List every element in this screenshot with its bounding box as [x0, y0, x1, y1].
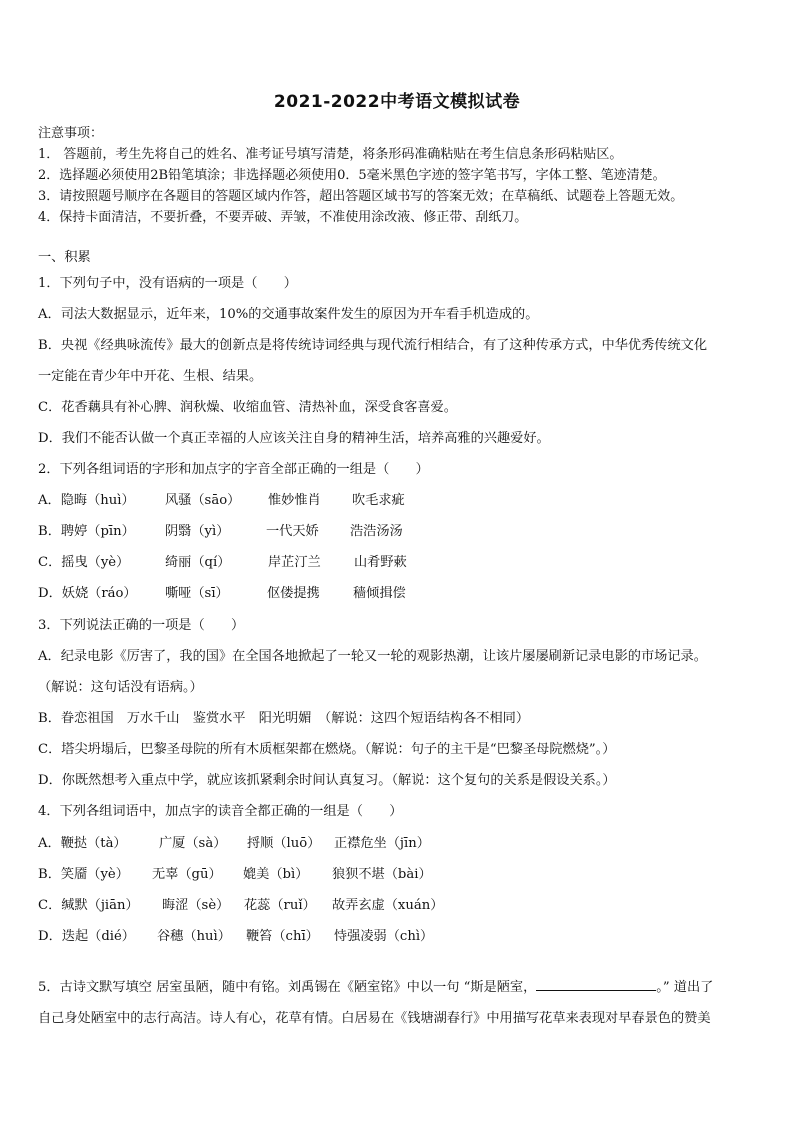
q2-option-a	[38, 489, 405, 508]
q2-c-word4: 山肴野蔌	[354, 555, 407, 570]
question-4-stem: 4．下列各组词语中，加点字的读音全都正确的一组是（ ）	[38, 804, 403, 819]
q1-option-b: B．央视《经典咏流传》最大的创新点是将传统诗词经典与现代流行相结合，有了这种传承方式，中华优秀传统文化	[38, 338, 708, 353]
q5-text-after-blank: 。” 道出了	[656, 980, 714, 995]
q4-d-word2: 谷穗（huì）	[157, 929, 231, 944]
notice-item: 4．保持卡面清洁，不要折叠，不要弄破、弄皱，不准使用涂改液、修正带、刮纸刀。	[38, 210, 528, 225]
q2-option-b	[38, 520, 403, 539]
q3-option-a: A．纪录电影《厉害了，我的国》在全国各地掀起了一轮又一轮的观影热潮，让该片屡屡刷新记录电影的市场记录。	[38, 649, 707, 664]
q2-a-word4: 吹毛求疵	[352, 493, 405, 508]
q4-c-word3: 花蕊（ruǐ）	[244, 898, 316, 913]
q3-option-d: D．你既然想考入重点中学，就应该抓紧剩余时间认真复习。（解说：这个复句的关系是假设关系。）	[38, 773, 616, 788]
q1-option-b-cont: 一定能在青少年中开花、生根、结果。	[38, 369, 263, 384]
q3-option-b: B．眷恋祖国 万水千山 鉴赏水平 阳光明媚 （解说：这四个短语结构各不相同）	[38, 711, 530, 726]
q2-b-word1: B．聘婷（pīn）	[38, 524, 135, 539]
question-1-stem: 1．下列句子中，没有语病的一项是（ ）	[38, 276, 297, 291]
q4-option-d	[38, 925, 433, 944]
q2-a-word2: 风骚（sāo）	[165, 493, 241, 508]
notice-item: 1． 答题前，考生先将自己的姓名、准考证号填写清楚，将条形码准确粘贴在考生信息条形码粘贴区。	[38, 147, 623, 162]
q4-b-word1: B．笑靥（yè）	[38, 867, 129, 882]
q2-option-d	[38, 582, 406, 601]
q3-option-c: C．塔尖坍塌后，巴黎圣母院的所有木质框架都在燃烧。（解说：句子的主干是“巴黎圣母院燃烧”。）	[38, 742, 616, 757]
q2-c-word3: 岸芷汀兰	[268, 555, 321, 570]
q2-d-word4: 穑倾揖偿	[353, 586, 406, 601]
notice-block	[38, 123, 683, 228]
q4-d-word4: 恃强凌弱（chì）	[334, 929, 434, 944]
q2-b-word3: 一代天娇	[266, 524, 319, 539]
notice-item: 3．请按照题号顺序在各题目的答题区域内作答，超出答题区域书写的答案无效；在草稿纸、试题卷上答题无效。	[38, 189, 684, 204]
q4-a-word3: 捋顺（luō）	[247, 836, 321, 851]
q4-b-word3: 媲美（bì）	[243, 867, 309, 882]
q2-d-word2: 嘶哑（sī）	[165, 586, 229, 601]
q4-d-word3: 鞭笞（chī）	[246, 929, 319, 944]
q4-option-c	[38, 894, 443, 913]
q5-text-before-blank: 5．古诗文默写填空 居室虽陋，随中有铭。刘禹锡在《陋室铭》中以一句 “斯是陋室，	[38, 980, 537, 995]
q2-b-word4: 浩浩汤汤	[350, 524, 403, 539]
q1-option-c: C．花香藕具有补心脾、润秋燥、收缩血管、清热补血，深受食客喜爱。	[38, 400, 457, 415]
question-5-line-1	[38, 976, 713, 995]
q2-c-word2: 绮丽（qí）	[165, 555, 231, 570]
question-3-stem: 3．下列说法正确的一项是（ ）	[38, 618, 245, 633]
q2-d-word1: D．妖娆（ráo）	[38, 586, 137, 601]
notice-item: 2．选择题必须使用2B铅笔填涂；非选择题必须使用0．5毫米黑色字迹的签字笔书写，字体工整、笔迹清楚。	[38, 168, 666, 183]
q3-option-a-note: （解说：这句话没有语病。）	[38, 680, 203, 695]
q4-c-word1: C．缄默（jiān）	[38, 898, 139, 913]
q5-answer-blank[interactable]	[536, 978, 656, 991]
question-2-stem: 2．下列各组词语的字形和加点字的字音全部正确的一组是（ ）	[38, 462, 429, 477]
q2-option-c	[38, 551, 407, 570]
q4-b-word4: 狼狈不堪（bài）	[332, 867, 432, 882]
q4-option-b	[38, 863, 432, 882]
q4-a-word2: 广厦（sà）	[159, 836, 227, 851]
section-heading: 一、积累	[38, 250, 91, 265]
exam-title: 2021-2022中考语文模拟试卷	[273, 92, 521, 112]
notice-heading: 注意事项：	[38, 126, 104, 141]
q1-option-d: D．我们不能否认做一个真正幸福的人应该关注自身的精神生活，培养高雅的兴趣爱好。	[38, 431, 550, 446]
q2-d-word3: 伛偻提携	[267, 586, 320, 601]
q4-d-word1: D．迭起（dié）	[38, 929, 135, 944]
q4-a-word4: 正襟危坐（jīn）	[334, 836, 430, 851]
q2-b-word2: 阴翳（yì）	[165, 524, 230, 539]
q2-a-word3: 惟妙惟肖	[268, 493, 321, 508]
q2-a-word1: A．隐晦（huì）	[38, 493, 135, 508]
question-5-line-2: 自己身处陋室中的志行高洁。诗人有心，花草有情。白居易在《钱塘湖春行》中用描写花草来表现对早春景色的赞美	[38, 1011, 711, 1026]
q4-a-word1: A．鞭挞（tà）	[38, 836, 127, 851]
q4-b-word2: 无辜（gū）	[152, 867, 222, 882]
q4-c-word2: 晦涩（sè）	[162, 898, 230, 913]
q1-option-a: A．司法大数据显示，近年来，10%的交通事故案件发生的原因为开车看手机造成的。	[38, 307, 539, 322]
q4-c-word4: 故弄玄虚（xuán）	[332, 898, 444, 913]
q4-option-a	[38, 832, 430, 851]
q2-c-word1: C．摇曳（yè）	[38, 555, 130, 570]
